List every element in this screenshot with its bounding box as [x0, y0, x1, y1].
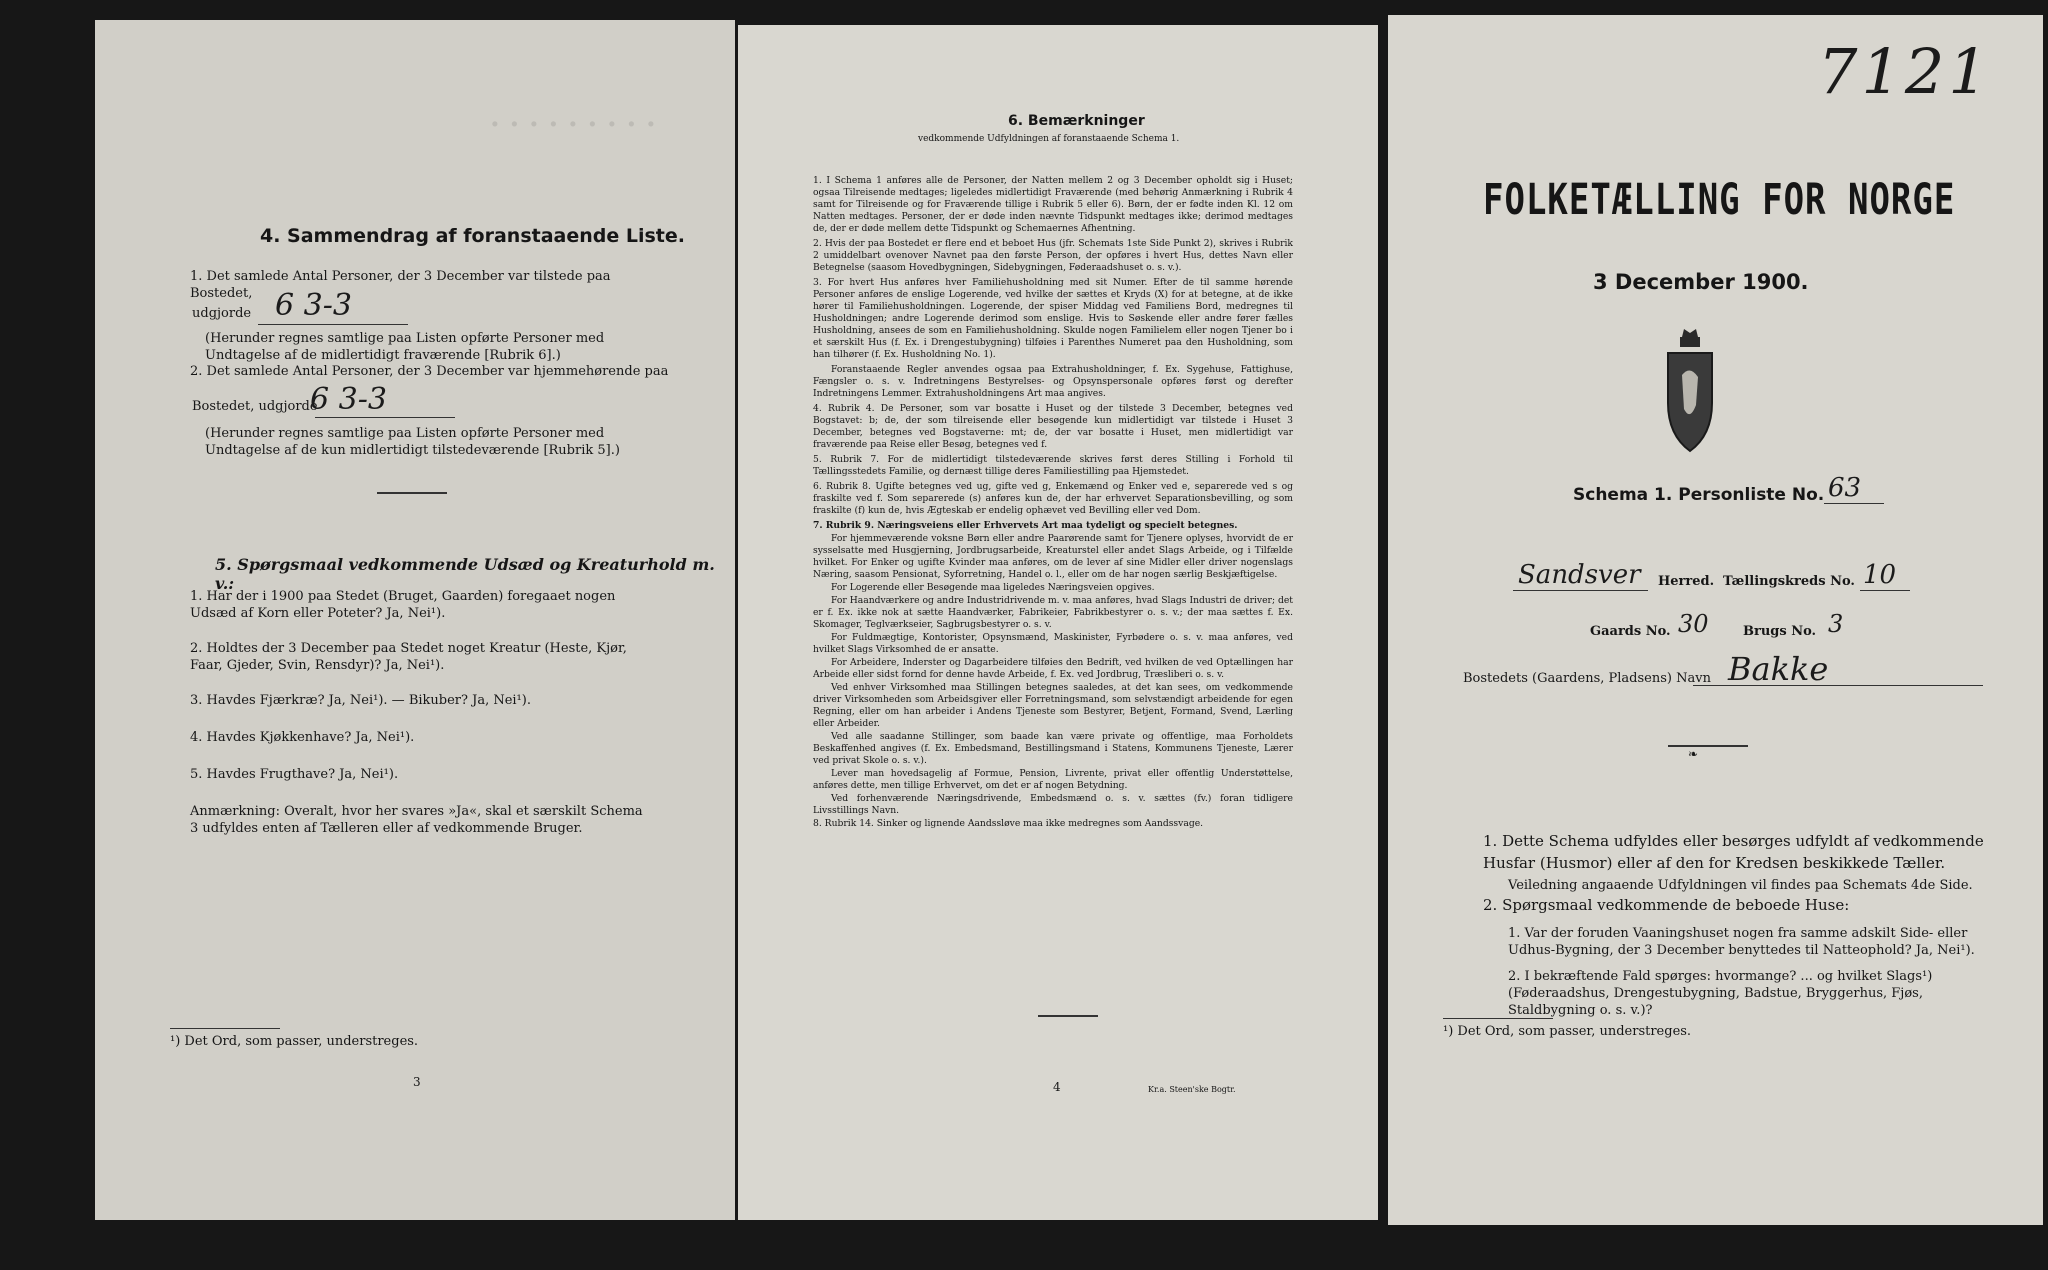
remarks-subtitle: vedkommende Udfyldningen af foranstaaende Schema 1.	[918, 134, 1180, 144]
remark-item: For Fuldmægtige, Kontorister, Opsynsmænd, Maskinister, Fyrbødere o. s. v. maa anføres, ved hvilket Slags Virksomhed de er ansatte.	[813, 632, 1293, 655]
remark-item: 1. I Schema 1 anføres alle de Personer, der Natten mellem 2 og 3 December opholdt sig i Huset; ogsaa Tilreisende medtages; ligeledes midlertidigt Fraværende (med behørig Anmærkning i Rubrik 4 samt for Tilreisende og for Fraværende tillige i Rubrik 5 eller 6). Børn, der er fødte inden Kl. 12 om Natten medtages. Personer, der er døde inden nævnte Tidspunkt medtages ikke; derimod medtages de, der er døde mellem dette Tidspunkt og Schemaernes Afhentning.	[813, 175, 1293, 234]
herred-line	[1513, 590, 1648, 591]
q5-item: 1. Har der i 1900 paa Stedet (Bruget, Gaarden) foregaaet nogen Udsæd af Korn eller Poteter? Ja, Nei¹).	[190, 589, 616, 621]
herred-label: Herred.	[1658, 574, 1715, 589]
q2-value: 6 3-3	[310, 382, 387, 417]
remark-item: 8. Rubrik 14. Sinker og lignende Aandssløve maa ikke medregnes som Aandssvage.	[813, 818, 1204, 829]
remark-item: Ved forhenværende Næringsdrivende, Embedsmænd o. s. v. sættes (fv.) foran tidligere Livsstillings Navn.	[813, 793, 1293, 816]
printer-mark: Kr.a. Steen'ske Bogtr.	[1148, 1085, 1236, 1094]
instruction-1-note: Veiledning angaaende Udfyldningen vil findes paa Schemats 4de Side.	[1508, 878, 1973, 893]
gaards-value: 30	[1678, 610, 1709, 638]
bleed-through-text: . . . . . . . . .	[490, 100, 656, 133]
remark-item: 6. Rubrik 8. Ugifte betegnes ved ug, gifte ved g, Enkemænd og Enker ved e, separerede ved s og fraskilte ved f. Som separerede (s) anføres kun de, der har erhvervet Separationsbevilling, og som fraskilte (f) kun de, hvis Ægteskab er endelig ophævet ved Bevilling eller ved Dom.	[813, 481, 1293, 516]
remark-item: Lever man hovedsagelig af Formue, Pension, Livrente, privat eller offentlig Understøttelse, anføres dette, men tillige Erhvervet, om det er af nogen Betydning.	[813, 768, 1293, 791]
q2-label: Bostedet, udgjorde	[192, 399, 318, 414]
schema-label: Schema 1. Personliste No.	[1573, 485, 1825, 505]
remark-item: For Logerende eller Besøgende maa ligeledes Næringsveien opgives.	[831, 582, 1155, 593]
remark-item: Foranstaaende Regler anvendes ogsaa paa Extrahusholdninger, f. Ex. Sygehuse, Fattighuse, Fængsler o. s. v. Indretningens Bestyrelses- og Opsynspersonale opføres først og derefter Indretningens Lemmer. Extrahusholdningens Art maa angives.	[813, 364, 1293, 399]
page-number: 4	[1053, 1080, 1061, 1094]
krets-line	[1860, 590, 1910, 591]
q1-note: (Herunder regnes samtlige paa Listen opførte Personer med Undtagelse af de midlertidigt fraværende [Rubrik 6].)	[205, 331, 605, 363]
census-date: 3 December 1900.	[1593, 270, 1809, 294]
remark-item: 7. Rubrik 9. Næringsveiens eller Erhvervets Art maa tydeligt og specielt betegnes.	[813, 520, 1238, 531]
krets-label: Tællingskreds No.	[1723, 574, 1855, 589]
right-page	[1388, 15, 2043, 1225]
instruction-2: 2. Spørgsmaal vedkommende de beboede Huse:	[1483, 896, 1850, 914]
footnote: ¹) Det Ord, som passer, understreges.	[170, 1034, 419, 1049]
census-title: FOLKETÆLLING FOR NORGE	[1483, 175, 1956, 225]
remark-item: For hjemmeværende voksne Børn eller andre Paarørende samt for Tjenere oplyses, hvorvidt de er sysselsatte med Husgjerning, Jordbrugsarbeide, Kreaturstel eller andet Slags Arbeide, og i Tilfælde hvilket. For Enker og ugifte Kvinder maa anføres, om de lever af sine Midler eller driver nogenslags Næring, saasom Pensionat, Syforretning, Handel o. l., eller om de har nogen særlig Beskjæftigelse.	[813, 533, 1293, 580]
remarks-list	[813, 175, 1293, 830]
anmerkning: Anmærkning: Overalt, hvor her svares »Ja«, skal et særskilt Schema 3 udfyldes enten af Tælleren eller af vedkommende Bruger.	[190, 804, 643, 836]
remark-item: 5. Rubrik 7. For de midlertidigt tilstedeværende skrives først deres Stilling i Forhold til Tællingsstedets Familie, og dernæst tillige deres Familiestilling paa Hjemstedet.	[813, 454, 1293, 477]
q1-answer-line	[258, 324, 408, 325]
remarks-title: 6. Bemærkninger	[1008, 113, 1145, 129]
q2-note: (Herunder regnes samtlige paa Listen opførte Personer med Undtagelse af de kun midlertidigt tilstedeværende [Rubrik 5].)	[205, 426, 620, 458]
remark-item: For Arbeidere, Inderster og Dagarbeidere tilføies den Bedrift, ved hvilken de ved Optællingen har Arbeide eller sidst fornd for denne havde Arbeide, f. Ex. ved Jordbrug, Træsliberi o. s. v.	[813, 657, 1293, 680]
section4-title: 4. Sammendrag af foranstaaende Liste.	[260, 225, 685, 247]
q1-value: 6 3-3	[275, 288, 352, 323]
instruction-2-2: 2. I bekræftende Fald spørges: hvormange? ... og hvilket Slags¹) (Føderaadshus, Drengestubygning, Badstue, Bryggerhus, Fjøs, Staldbygning o. s. v.)?	[1508, 969, 1933, 1018]
q5-item: 3. Havdes Fjærkræ? Ja, Nei¹). — Bikuber? Ja, Nei¹).	[190, 693, 531, 708]
q5-item: 5. Havdes Frugthave? Ja, Nei¹).	[190, 767, 399, 782]
page-number: 3	[413, 1075, 421, 1089]
footnote-rule	[1443, 1018, 1553, 1019]
remark-item: Ved alle saadanne Stillinger, som baade kan være private og offentlige, maa Forholdets Beskaffenhed angives (f. Ex. Embedsmand, Bestillingsmand i Statens, Kommunens Tjeneste, Lærer ved privat Skole o. s. v.).	[813, 731, 1293, 766]
footnote: ¹) Det Ord, som passer, understreges.	[1443, 1024, 1692, 1039]
coat-of-arms-icon	[1660, 325, 1720, 455]
section5-title: 5. Spørgsmaal vedkommende Udsæd og Kreaturhold m. v.:	[215, 555, 715, 593]
schema-no: 63	[1828, 473, 1862, 503]
schema-no-line	[1824, 503, 1884, 504]
remark-item: Ved enhver Virksomhed maa Stillingen betegnes saaledes, at det kan sees, om vedkommende driver Virksomheden som Arbeidsgiver eller Forretningsmand, som selvstændigt arbeidende for egen Regning, eller om han arbeider i Andens Tjeneste som Bestyrer, Betjent, Formand, Svend, Lærling eller Arbeider.	[813, 682, 1293, 729]
bosted-line	[1693, 685, 1983, 686]
middle-page	[738, 25, 1378, 1220]
q1-label: udgjorde	[192, 306, 252, 321]
left-page	[95, 20, 735, 1220]
bosted-label: Bostedets (Gaardens, Pladsens) Navn	[1463, 671, 1711, 686]
footnote-rule	[170, 1028, 280, 1029]
instruction-2-1: 1. Var der foruden Vaaningshuset nogen fra samme adskilt Side- eller Udhus-Bygning, der 3 December benyttedes til Natteophold? Ja, Nei¹).	[1508, 926, 1975, 958]
q5-item: 4. Havdes Kjøkkenhave? Ja, Nei¹).	[190, 730, 415, 745]
q2-answer-line	[315, 417, 455, 418]
herred-value: Sandsver	[1518, 560, 1641, 590]
q1-text: 1. Det samlede Antal Personer, der 3 December var tilstede paa Bostedet,	[190, 269, 611, 301]
brugs-label: Brugs No.	[1743, 624, 1817, 639]
bosted-value: Bakke	[1728, 650, 1829, 688]
q5-item: 2. Holdtes der 3 December paa Stedet noget Kreatur (Heste, Kjør, Faar, Gjeder, Svin, Rensdyr)? Ja, Nei¹).	[190, 641, 627, 673]
remark-item: 3. For hvert Hus anføres hver Familiehusholdning med sit Numer. Efter de til samme hørende Personer anføres de enslige Logerende, ved hvilke der sættes et Kryds (X) for at betegne, at de ikke hører til Familiehusholdningen. Logerende, der spiser Middag ved Familiens Bord, medregnes til Husholdningen; andre Logerende derimod som enslige. Hvis to Søskende eller andre fører fælles Husholdning, ansees de som en Familiehusholdning. Skulde nogen Familielem eller nogen Tjener bo i et særskilt Hus (f. Ex. i Drengestubygning) tilføies i Parenthes Numeret paa den Husholdning, som han tilhører (f. Ex. Husholdning No. 1).	[813, 277, 1293, 360]
instruction-1: 1. Dette Schema udfyldes eller besørges udfyldt af vedkommende Husfar (Husmor) eller af den for Kredsen beskikkede Tæller.	[1483, 832, 1984, 872]
remark-item: 4. Rubrik 4. De Personer, som var bosatte i Huset og der tilstede 3 December, betegnes ved Bogstavet: b; de, der som tilreisende eller besøgende kun midlertidigt var tilstede i Huset 3 December, betegnes ved Bogstaverne: mt; de, der var bosatte i Huset, men midlertidigt var fraværende paa Reise eller Besøg, betegnes ved f.	[813, 403, 1293, 450]
divider	[1038, 1015, 1098, 1017]
gaards-label: Gaards No.	[1590, 624, 1671, 639]
krets-value: 10	[1863, 560, 1897, 590]
divider	[377, 492, 447, 494]
q2-text: 2. Det samlede Antal Personer, der 3 December var hjemmehørende paa	[190, 364, 669, 379]
ornament-icon: ❧	[1688, 747, 1699, 761]
section5-list	[190, 588, 650, 837]
remark-item: For Haandværkere og andre Industridrivende m. v. maa anføres, hvad Slags Industri de driver; det er f. Ex. ikke nok at sætte Haandværker, Fabrikeier, Fabrikbestyrer o. s. v.; der maa sættes f. Ex. Skomager, Teglværkseier, Sagbrugsbestyrer o. s. v.	[813, 595, 1293, 630]
divider	[1668, 745, 1748, 747]
archive-number: 7121	[1818, 35, 1992, 108]
brugs-value: 3	[1828, 610, 1844, 638]
remark-item: 2. Hvis der paa Bostedet er flere end et beboet Hus (jfr. Schemats 1ste Side Punkt 2), skrives i Rubrik 2 umiddelbart ovenover Navnet paa den første Person, der opføres i hvert Hus, dettes Navn eller Betegnelse (saasom Hovedbygningen, Sidebygningen, Føderaadshuset o. s. v.).	[813, 238, 1293, 273]
